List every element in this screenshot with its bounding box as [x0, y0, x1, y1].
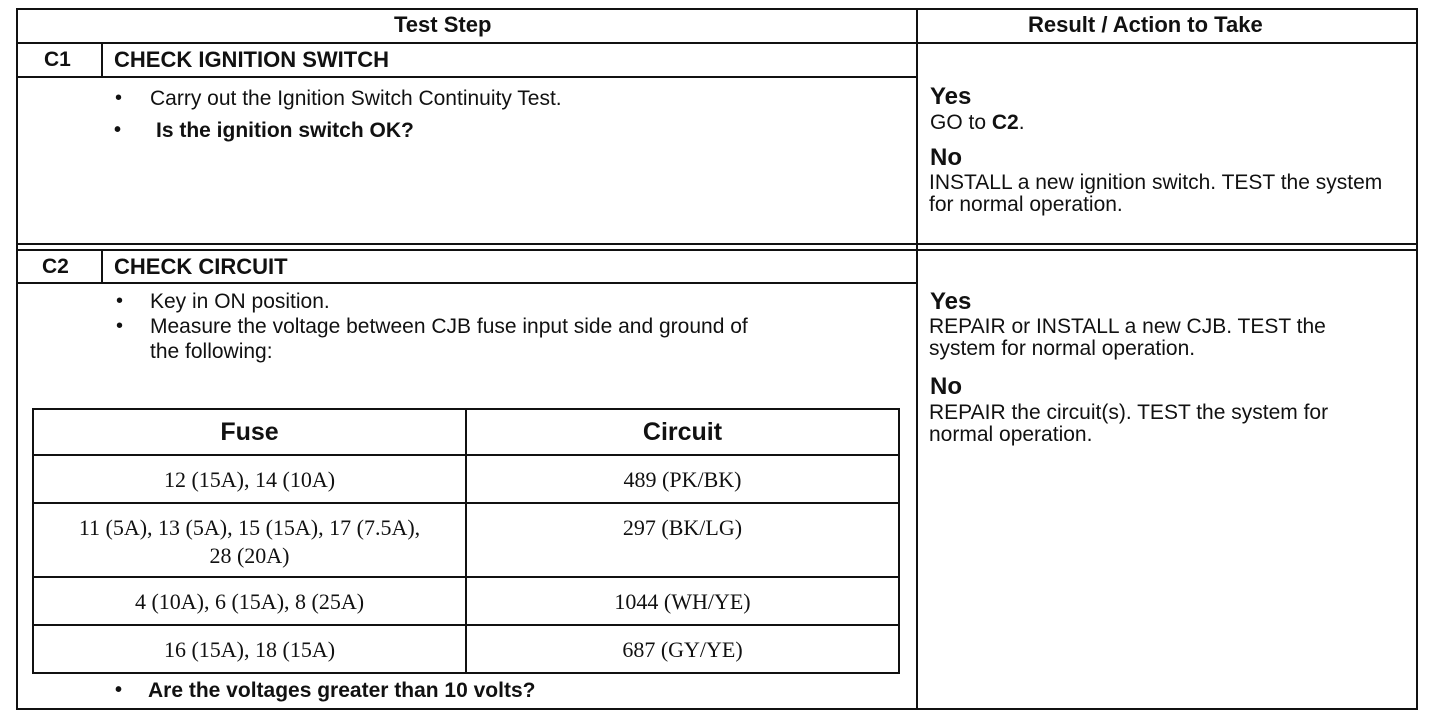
- bullet-dot: •: [114, 119, 122, 141]
- bullet-dot: •: [116, 315, 124, 337]
- step-separator-1: [16, 243, 1418, 245]
- fuse-cell: 4 (10A), 6 (15A), 8 (25A): [33, 577, 466, 625]
- c1-yes-label: Yes: [930, 83, 972, 110]
- c1-no-label: No: [930, 144, 962, 171]
- header-result-action: Result / Action to Take: [1028, 12, 1263, 37]
- header-rule: [16, 42, 1418, 44]
- c2-id-divider: [101, 249, 103, 284]
- fuse-cell: 11 (5A), 13 (5A), 15 (15A), 17 (7.5A), 28 (20A): [33, 503, 466, 577]
- circuit-cell: 1044 (WH/YE): [466, 577, 899, 625]
- c1-bullet-1: Carry out the Ignition Switch Continuity Test.: [150, 87, 562, 110]
- c1-id-divider: [101, 42, 103, 78]
- c1-yes-suffix: .: [1018, 111, 1025, 134]
- c2-no-label: No: [930, 373, 962, 400]
- table-row: [33, 625, 899, 673]
- table-row: [33, 503, 899, 577]
- c2-bullet-2: Measure the voltage between CJB fuse input side and ground of: [150, 315, 748, 338]
- c2-bullet-2-cont: the following:: [150, 340, 273, 363]
- circuit-cell: 687 (GY/YE): [466, 625, 899, 673]
- circuit-header: Circuit: [466, 409, 899, 455]
- step-id-c2: C2: [42, 255, 69, 278]
- step-title-c1: CHECK IGNITION SWITCH: [114, 47, 389, 72]
- table-row: [33, 455, 899, 503]
- circuit-cell: 297 (BK/LG): [466, 503, 899, 577]
- c1-yes-prefix: GO to: [930, 111, 992, 134]
- c2-title-rule: [16, 282, 918, 284]
- c2-no-text: REPAIR the circuit(s). TEST the system for normal operation.: [929, 401, 1329, 447]
- bullet-dot: •: [116, 290, 124, 312]
- fuse-table: [32, 408, 900, 674]
- table-row: [33, 577, 899, 625]
- c2-yes-label: Yes: [930, 288, 972, 315]
- header-test-step: Test Step: [394, 12, 492, 37]
- bullet-dot: •: [115, 87, 123, 109]
- circuit-cell: 489 (PK/BK): [466, 455, 899, 503]
- c1-question: Is the ignition switch OK?: [156, 119, 414, 142]
- step-id-c1: C1: [44, 48, 71, 71]
- c2-yes-text: REPAIR or INSTALL a new CJB. TEST the system for normal operation.: [929, 315, 1326, 361]
- column-divider: [916, 8, 918, 710]
- c2-bullet-1: Key in ON position.: [150, 290, 330, 313]
- c1-yes-ref: C2: [991, 111, 1019, 134]
- fuse-header: Fuse: [33, 409, 466, 455]
- c1-no-text: INSTALL a new ignition switch. TEST the system for normal operation.: [929, 171, 1383, 217]
- c1-title-rule: [16, 76, 918, 78]
- c2-question: Are the voltages greater than 10 volts?: [148, 679, 536, 702]
- fuse-cell: 16 (15A), 18 (15A): [33, 625, 466, 673]
- fuse-cell: 12 (15A), 14 (10A): [33, 455, 466, 503]
- step-separator-2: [16, 249, 1418, 251]
- step-title-c2: CHECK CIRCUIT: [114, 254, 288, 279]
- bullet-dot: •: [115, 679, 123, 701]
- c1-yes-text: [930, 112, 1025, 133]
